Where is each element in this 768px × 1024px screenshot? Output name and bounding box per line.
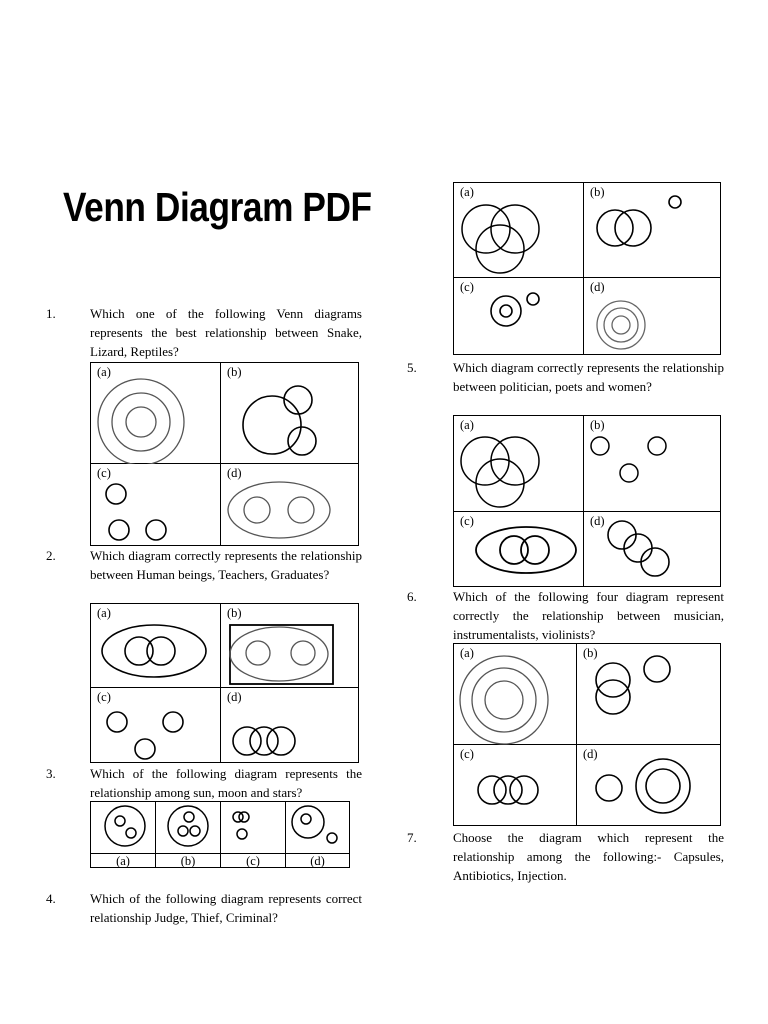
q6-option-d-label: (d) [583, 747, 598, 761]
q6-option-c[interactable] [454, 745, 577, 825]
q4-option-a-label: (a) [460, 185, 474, 199]
q6-option-c-label: (c) [460, 747, 474, 761]
three-overlapping-circles-diagram [454, 183, 584, 278]
q1-option-a-label: (a) [97, 365, 111, 379]
concentric-circles-diagram [91, 363, 221, 464]
circle-with-two-circles-diagram [91, 802, 156, 853]
q3-option-b[interactable] [156, 802, 221, 853]
circle-with-inner-and-outer-circle-diagram [286, 802, 349, 853]
q5-option-d[interactable] [584, 512, 720, 586]
nested-circle-and-separate-diagram [454, 278, 584, 354]
q5-option-b[interactable] [584, 416, 720, 512]
q6-option-b-label: (b) [583, 646, 598, 660]
question-1-number: 1. [46, 306, 56, 321]
q6-option-a-label: (a) [460, 646, 474, 660]
q3-option-d[interactable] [286, 802, 349, 853]
question-1-options [90, 362, 359, 546]
q4-option-b-label: (b) [590, 185, 605, 199]
q1-option-a[interactable] [91, 363, 221, 464]
q4-option-b[interactable] [584, 183, 720, 278]
three-overlapping-circles-diagram [454, 416, 584, 512]
chain-circles-diagram [221, 688, 358, 762]
ellipse-with-overlapping-circles-diagram [454, 512, 584, 586]
q2-option-b[interactable] [221, 604, 358, 688]
concentric-circles-diagram [454, 644, 577, 745]
ellipse-with-circles-diagram [221, 464, 358, 545]
question-3-options [90, 801, 350, 868]
circle-with-three-circles-diagram [156, 802, 221, 853]
q3-option-b-label: (b) [156, 853, 221, 867]
q3-option-c-label: (c) [221, 853, 286, 867]
separate-circles-diagram [584, 416, 720, 512]
chain-circles-diagram [584, 512, 720, 586]
q2-option-c-label: (c) [97, 690, 111, 704]
q1-option-b-label: (b) [227, 365, 242, 379]
separate-circles-diagram [91, 688, 221, 762]
question-5-number: 5. [407, 360, 417, 375]
q2-option-d-label: (d) [227, 690, 242, 704]
q6-option-b[interactable] [577, 644, 720, 745]
q2-option-b-label: (b) [227, 606, 242, 620]
q3-option-a-label: (a) [91, 853, 156, 867]
q1-option-d-label: (d) [227, 466, 242, 480]
question-2-number: 2. [46, 548, 56, 563]
chain-circles-diagram [454, 745, 577, 825]
q1-option-d[interactable] [221, 464, 358, 545]
q1-option-c[interactable] [91, 464, 221, 545]
q2-option-a-label: (a) [97, 606, 111, 620]
question-4-number: 4. [46, 891, 56, 906]
question-3-text: Which of the following diagram represents the relationship among sun, moon and stars? [90, 766, 362, 801]
ellipse-with-overlapping-circles-diagram [91, 604, 221, 688]
question-6-number: 6. [407, 589, 417, 604]
q5-option-b-label: (b) [590, 418, 605, 432]
q3-option-a[interactable] [91, 802, 156, 853]
two-overlapping-circles-and-separate-diagram [584, 183, 720, 278]
q5-option-a[interactable] [454, 416, 584, 512]
q2-option-a[interactable] [91, 604, 221, 688]
question-4-text: Which of the following diagram represents correct relationship Judge, Thief, Criminal? [90, 891, 362, 926]
question-5-options [453, 415, 721, 587]
q4-option-a[interactable] [454, 183, 584, 278]
q6-option-a[interactable] [454, 644, 577, 745]
q4-option-c-label: (c) [460, 280, 474, 294]
question-2-text: Which diagram correctly represents the relationship between Human beings, Teachers, Graduates? [90, 548, 362, 583]
q2-option-c[interactable] [91, 688, 221, 762]
separate-circles-diagram [91, 464, 221, 545]
question-1-text: Which one of the following Venn diagrams represents the best relationship between Snake, Lizard, Reptiles? [90, 306, 362, 360]
question-7-text: Choose the diagram which represent the relationship among the following:- Capsules, Antibiotics, Injection. [453, 830, 724, 884]
q6-option-d[interactable] [577, 745, 720, 825]
nested-circles-and-separate-diagram [577, 745, 720, 825]
q4-option-d-label: (d) [590, 280, 605, 294]
question-6-options [453, 643, 721, 826]
q4-option-c[interactable] [454, 278, 584, 354]
q5-option-a-label: (a) [460, 418, 474, 432]
question-2-options [90, 603, 359, 763]
overlapping-circles-diagram [221, 363, 358, 464]
q3-option-c[interactable] [221, 802, 286, 853]
q4-option-d[interactable] [584, 278, 720, 354]
q1-option-b[interactable] [221, 363, 358, 464]
page-title: Venn Diagram PDF [63, 184, 372, 230]
question-4-options [453, 182, 721, 355]
box-ellipse-with-circles-diagram [221, 604, 358, 688]
question-3-number: 3. [46, 766, 56, 781]
question-5-text: Which diagram correctly represents the relationship between politician, poets and women? [453, 360, 724, 395]
q3-option-d-label: (d) [286, 853, 349, 867]
question-6-text: Which of the following four diagram represent correctly the relationship between musician, instrumentalists, violinists? [453, 589, 724, 643]
overlapping-circles-and-separate-diagram [577, 644, 720, 745]
q2-option-d[interactable] [221, 688, 358, 762]
q5-option-c-label: (c) [460, 514, 474, 528]
q5-option-d-label: (d) [590, 514, 605, 528]
small-separate-circles-diagram [221, 802, 286, 853]
q1-option-c-label: (c) [97, 466, 111, 480]
question-7-number: 7. [407, 830, 417, 845]
q5-option-c[interactable] [454, 512, 584, 586]
concentric-circles-diagram [584, 278, 720, 354]
